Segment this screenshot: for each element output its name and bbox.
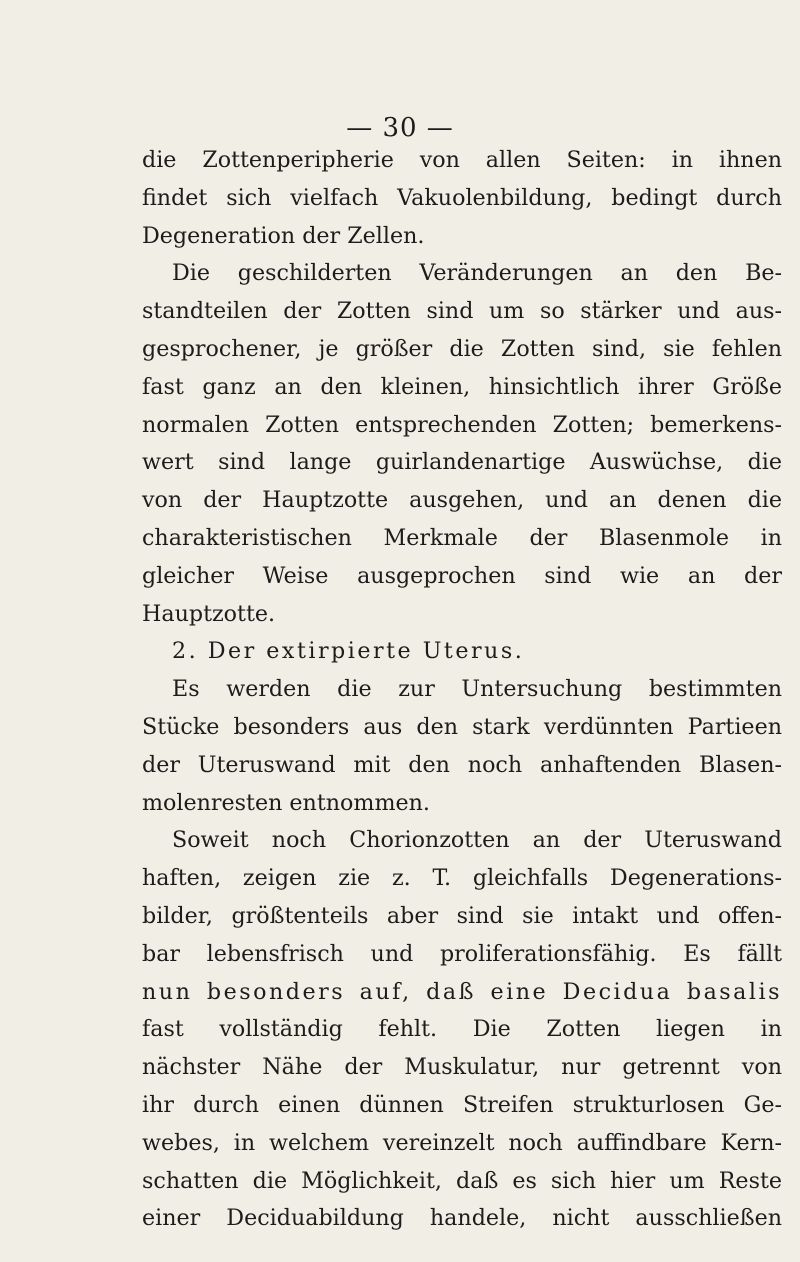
text-line: Die geschilderten Veränderungen an den Be- — [172, 260, 782, 287]
text-line: bar lebensfrisch und proliferationsfähig. Es fällt — [142, 940, 782, 967]
text-line: Stücke besonders aus den stark verdünnten Partieen — [142, 713, 782, 740]
text-line: Degeneration der Zellen. — [142, 222, 425, 249]
text-line: charakteristischen Merkmale der Blasenmole in — [142, 524, 782, 551]
text-line: der Uteruswand mit den noch anhaftenden Blasen- — [142, 751, 782, 778]
text-line: einer Deciduabildung handele, nicht ausschließen — [142, 1205, 782, 1232]
text-line: molenresten entnommen. — [142, 789, 430, 816]
page-number: — 30 — — [346, 113, 454, 143]
text-line: ihr durch einen dünnen Streifen strukturlosen Ge- — [142, 1091, 782, 1118]
text-line: schatten die Möglichkeit, daß es sich hier um Reste — [142, 1167, 782, 1194]
text-line: die Zottenperipherie von allen Seiten: in ihnen — [142, 147, 782, 173]
section-heading: 2. Der extirpierte Uterus. — [172, 638, 525, 665]
text-line: nun besonders auf, daß eine Decidua basalis — [142, 978, 782, 1005]
text-line: normalen Zotten entsprechenden Zotten; bemerkens- — [142, 411, 782, 438]
text-line: fast ganz an den kleinen, hinsichtlich ihrer Größe — [142, 373, 782, 400]
text-line: nächster Nähe der Muskulatur, nur getrennt von — [142, 1054, 782, 1081]
text-line: von der Hauptzotte ausgehen, und an denen die — [142, 487, 782, 514]
text-line: gesprochener, je größer die Zotten sind, sie fehlen — [142, 335, 782, 362]
text-line: webes, in welchem vereinzelt noch auffindbare Kern- — [142, 1129, 782, 1156]
body-text — [142, 142, 782, 1238]
text-line: Es werden die zur Untersuchung bestimmten — [172, 676, 782, 703]
text-line: Hauptzotte. — [142, 600, 276, 627]
text-line: findet sich vielfach Vakuolenbildung, bedingt durch — [142, 184, 782, 211]
text-line: haften, zeigen zie z. T. gleichfalls Degenerations- — [142, 865, 782, 892]
text-line: wert sind lange guirlandenartige Auswüchse, die — [142, 449, 782, 476]
text-line: bilder, größtenteils aber sind sie intakt und offen- — [142, 902, 782, 929]
text-line: gleicher Weise ausgeprochen sind wie an der — [142, 562, 782, 589]
text-line: standteilen der Zotten sind um so stärker und aus- — [142, 298, 782, 325]
text-line: Soweit noch Chorionzotten an der Uteruswand — [172, 827, 782, 854]
text-line: fast vollständig fehlt. Die Zotten liegen in — [142, 1016, 782, 1043]
